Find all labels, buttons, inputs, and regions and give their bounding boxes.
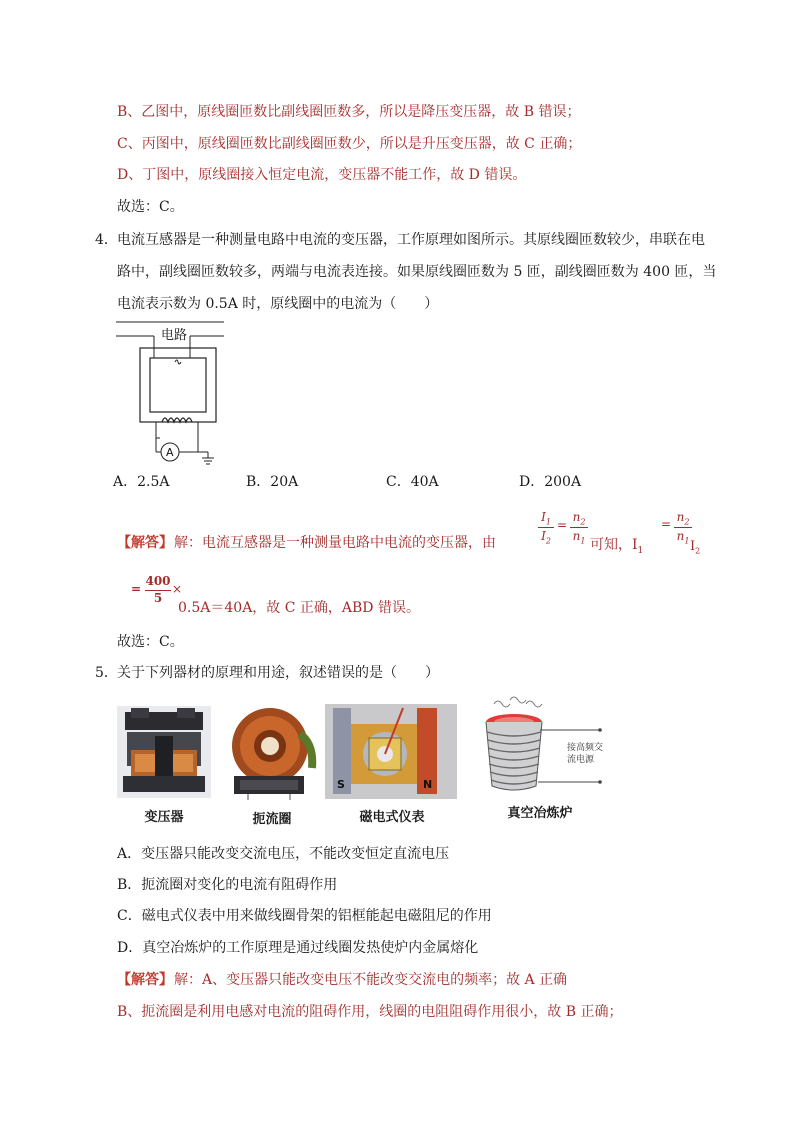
frac-bar-3 — [674, 527, 692, 528]
choke-coil-image — [224, 704, 320, 800]
frac-bar-2 — [570, 527, 588, 528]
caption-choke-coil: 扼流圈 — [252, 812, 292, 827]
frac-400: 400 — [145, 574, 171, 588]
moving-coil-meter-image — [325, 704, 457, 799]
frac-times: × — [172, 582, 183, 596]
frac-i2-tail: $I_2$ — [690, 539, 701, 556]
ammeter-label: A — [166, 446, 174, 459]
circuit-label: 电路 — [161, 328, 188, 343]
q4-text-line1: 电流互感器是一种测量电路中电流的变压器，工作原理如图所示。其原线圈匝数较少，串联在电 — [117, 232, 705, 248]
explanation-c: C、丙图中，原线圈匝数比副线圈匝数少，所以是升压变压器，故 C 正确； — [117, 136, 582, 152]
caption-transformer: 变压器 — [144, 810, 184, 825]
frac-n1-b: $n_1$ — [676, 529, 690, 546]
q4-solution-tag: 【解答】 — [117, 535, 173, 551]
q5-option-c[interactable]: C．磁电式仪表中用来做线圈骨架的铝框能起电磁阻尼的作用 — [117, 908, 492, 924]
current-transformer-diagram — [112, 318, 232, 468]
q4-option-d[interactable]: D．200A — [519, 474, 582, 490]
q5-option-a[interactable]: A．变压器只能改变交流电压，不能改变恒定直流电压 — [117, 846, 450, 862]
explanation-b: B、乙图中，原线圈匝数比副线圈匝数多，所以是降压变压器，故 B 错误； — [117, 104, 581, 120]
frac-n2-b: $n_2$ — [676, 510, 690, 527]
q4-text-line3: 电流表示数为 0.5A 时，原线圈中的电流为（ ） — [117, 296, 439, 312]
q4-number: 4． — [95, 232, 118, 248]
q4-option-a[interactable]: A．2.5A — [113, 474, 170, 490]
q5-option-b[interactable]: B．扼流圈对变化的电流有阻碍作用 — [117, 877, 338, 893]
q4-solution-mid: 可知，$I_1$ — [590, 537, 644, 556]
q4-option-c[interactable]: C．40A — [386, 474, 439, 490]
q5-solution-a: 解：A、变压器只能改变电压不能改变交流电的频率；故 A 正确 — [174, 972, 568, 988]
q5-option-d[interactable]: D．真空冶炼炉的工作原理是通过线圈发热使炉内金属熔化 — [117, 940, 479, 956]
frac-n2: $n_2$ — [572, 510, 586, 527]
q4-option-b[interactable]: B．20A — [246, 474, 299, 490]
frac-equals-3: = — [130, 582, 142, 596]
frac-i1: $I_1$ — [541, 510, 551, 527]
answer-q4: 故选：C。 — [117, 634, 184, 650]
q5-solution-b: B、扼流圈是利用电感对电流的阻碍作用，线圈的电阻阻碍作用很小，故 B 正确； — [117, 1004, 623, 1020]
caption-furnace: 真空冶炼炉 — [507, 806, 573, 821]
explanation-d: D、丁图中，原线圈接入恒定电流，变压器不能工作，故 D 错误。 — [117, 167, 527, 183]
furnace-power-label: 接高频交流电源 — [567, 743, 604, 765]
magnet-n-label: N — [423, 778, 433, 791]
q5-solution-tag: 【解答】 — [117, 972, 173, 988]
magnet-s-label: S — [337, 778, 345, 791]
q4-solution-text: 解：电流互感器是一种测量电路中电流的变压器，由 — [174, 535, 496, 551]
transformer-image — [117, 706, 211, 798]
frac-i2: $I_2$ — [541, 529, 551, 546]
frac-bar-1 — [538, 527, 554, 528]
q5-number: 5． — [95, 665, 118, 681]
q4-text-line2: 路中，副线圈匝数较多，两端与电流表连接。如果原线圈匝数为 5 匝，副线圈匝数为 400 匝，当 — [117, 264, 717, 280]
q5-text: 关于下列器材的原理和用途，叙述错误的是（ ） — [117, 665, 439, 681]
frac-n1: $n_1$ — [572, 529, 586, 546]
frac-equals: = — [556, 518, 568, 532]
frac-equals-2: = — [660, 517, 672, 531]
vacuum-furnace-image — [470, 690, 615, 802]
caption-meter: 磁电式仪表 — [359, 810, 425, 825]
q4-solution-line2: 0.5A＝40A，故 C 正确，ABD 错误。 — [178, 600, 420, 616]
frac-5: 5 — [153, 591, 163, 605]
answer-q3: 故选：C。 — [117, 199, 184, 215]
